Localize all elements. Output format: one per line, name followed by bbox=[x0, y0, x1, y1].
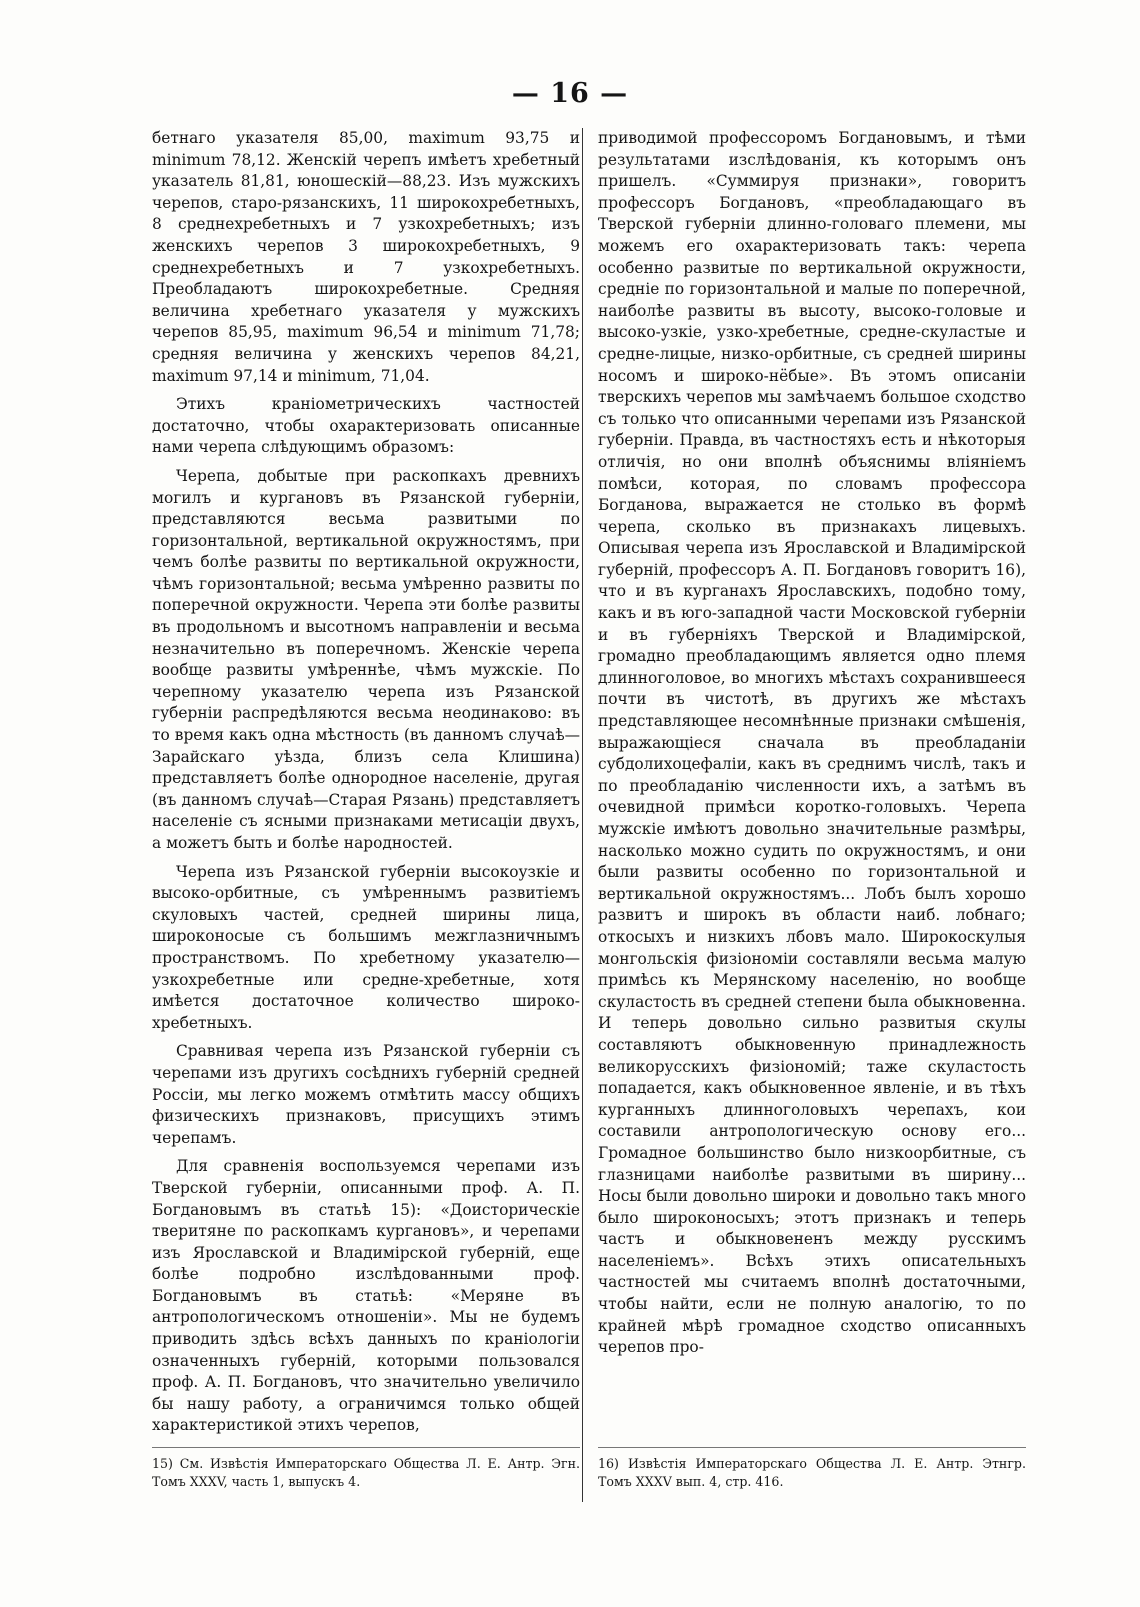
paragraph: Для сравненія воспользуемся черепами изъ Тверской губерніи, описанными проф. А. П. Богдановымъ въ статьѣ 15): «Доисторическіе тверитяне по раскопкамъ кургановъ», и черепами изъ Ярославской и Владимірской губерній, еще болѣе подробно изслѣдованными проф. Богдановымъ въ статьѣ: «Меряне въ антропологическомъ отношеніи». Мы не будемъ приводить здѣсь всѣхъ данныхъ по краніологіи означенныхъ губерній, которыми пользовался проф. А. П. Богдановъ, что значительно увеличило бы нашу работу, а ограничимся только общей характеристикой этихъ черепов, bbox=[152, 1157, 580, 1435]
paragraph: Сравнивая черепа изъ Рязанской губерніи съ черепами изъ другихъ сосѣднихъ губерній средней Россіи, мы легко можемъ отмѣтить массу общихъ физическихъ признаковъ, присущихъ этимъ черепамъ. bbox=[152, 1042, 580, 1147]
page-number: — 16 — bbox=[511, 78, 629, 109]
paragraph: Черепа, добытые при раскопкахъ древнихъ могилъ и кургановъ въ Рязанской губерніи, представляются весьма развитыми по горизонтальной, вертикальной окружностямъ, при чемъ болѣе развиты по вертикальной окружности, чѣмъ горизонтальной; весьма умѣренно развиты по поперечной окружности. Черепа эти болѣе развиты въ продольномъ и высотномъ направленіи и весьма незначительно въ поперечномъ. Женскіе черепа вообще развиты умѣреннѣе, чѣмъ мужскіе. По черепному указателю черепа изъ Рязанской губерніи распредѣляются весьма неодинаково: въ то время какъ одна мѣстность (въ данномъ случаѣ—Зарайскаго уѣзда, близъ села Клишина) представляетъ болѣе однородное населеніе, другая (въ данномъ случаѣ—Старая Рязань) представляетъ населеніе съ ясными признаками метисаціи двухъ, а можетъ быть и болѣе народностей. bbox=[152, 466, 580, 852]
paragraph: Черепа изъ Рязанской губерніи высокоузкіе и высоко-орбитные, съ умѣреннымъ развитіемъ скуловыхъ частей, средней ширины лица, широконосые съ большимъ межглазничнымъ пространствомъ. По хребетному указателю—узкохребетные или средне-хребетные, хотя имѣется достаточное количество широко-хребетныхъ. bbox=[152, 862, 580, 1032]
footnote-right: 16) Извѣстія Императорскаго Общества Л. Е. Антр. Этнгр. Томъ XXXV вып. 4, стр. 416. bbox=[598, 1456, 1026, 1489]
left-column bbox=[152, 128, 580, 1437]
paragraph: бетнаго указателя 85,00, maximum 93,75 и minimum 78,12. Женскій черепъ имѣетъ хребетный указатель 81,81, юношескій—88,23. Изъ мужскихъ черепов, старо-рязанскихъ, 11 широкохребетныхъ, 8 среднехребетныхъ и 7 узкохребетныхъ; изъ женскихъ черепов 3 широкохребетныхъ, 9 среднехребетныхъ и 7 узкохребетныхъ. Преобладаютъ широкохребетные. Средняя величина хребетнаго указателя у мужскихъ черепов 85,95, maximum 96,54 и minimum 71,78; средняя величина у женскихъ черепов 84,21, maximum 97,14 и minimum, 71,04. bbox=[152, 129, 580, 385]
paragraph: Этихъ краніометрическихъ частностей достаточно, чтобы охарактеризовать описанные нами черепа слѣдующимъ образомъ: bbox=[152, 395, 580, 457]
right-column bbox=[598, 128, 1026, 1359]
paragraph: приводимой профессоромъ Богдановымъ, и тѣми результатами изслѣдованія, къ которымъ онъ пришелъ. «Суммируя признаки», говоритъ профессоръ Богдановъ, «преобладающаго въ Тверской губерніи длинно-головаго племени, мы можемъ его охарактеризовать такъ: черепа особенно развитые по вертикальной окружности, средніе по горизонтальной и малые по поперечной, наиболѣе развиты въ высоту, высоко-головые и высоко-узкіе, узко-хребетные, средне-скуластые и средне-лицые, низко-орбитные, съ средней ширины носомъ и широко-нёбые». Въ этомъ описаніи тверскихъ черепов мы замѣчаемъ большое сходство съ только что описанными черепами изъ Рязанской губерніи. Правда, въ частностяхъ есть и нѣкоторыя отличія, но они вполнѣ объяснимы вліяніемъ помѣси, которая, по словамъ профессора Богданова, выражается не столько въ формѣ черепа, сколько въ признакахъ лицевыхъ. Описывая черепа изъ Ярославской и Владимірской губерній, профессоръ А. П. Богдановъ говоритъ 16), что и въ курганахъ Ярославскихъ, подобно тому, какъ и въ юго-западной части Московской губерніи и въ губерніяхъ Тверской и Владимірской, громадно преобладающимъ является одно племя длинноголовое, во многихъ мѣстахъ сохранившееся почти въ чистотѣ, въ другихъ же мѣстахъ представляющее несомнѣнные признаки смѣшенія, выражающіеся сначала въ преобладаніи субдолихоцефаліи, какъ въ среднимъ числѣ, такъ и по преобладанію численности ихъ, а затѣмъ въ очевидной примѣси коротко-головыхъ. Черепа мужскіе имѣютъ довольно значительные размѣры, насколько можно судить по окружностямъ, и они были развиты особенно по горизонтальной и вертикальной окружностямъ... Лобъ былъ хорошо развитъ и широкъ въ области наиб. лобнаго; откосыхъ и низкихъ лбовъ мало. Широкоскулыя монгольскія физіономіи составляли весьма малую примѣсь къ Мерянскому населенію, но вообще скуластость въ средней степени была обыкновенна. И теперь довольно сильно развитыя скулы составляютъ обыкновенную принадлежность великорусскихъ физіономій; таже скуластость попадается, какъ обыкновенное явленіе, и въ тѣхъ курганныхъ длинноголовыхъ черепахъ, кои составили антропологическую основу его... Громадное большинство было низкоорбитные, съ глазницами наиболѣе развитыми въ ширину... Носы были довольно широки и довольно такъ много было широконосыхъ; этотъ признакъ и теперь частъ и обыкновененъ между русскимъ населеніемъ». Всѣхъ этихъ описательныхъ частностей мы считаемъ вполнѣ достаточными, чтобы найти, если не полную аналогію, то по крайней мѣрѣ громадное сходство описанныхъ черепов про- bbox=[598, 129, 1026, 1357]
footnote-rule-right bbox=[598, 1447, 1026, 1448]
column-divider bbox=[582, 128, 583, 1502]
footnote-rule-left bbox=[152, 1447, 580, 1448]
footnote-left: 15) См. Извѣстія Императорскаго Общества Л. Е. Антр. Эгн. Томъ XXXV, часть 1, выпускъ 4. bbox=[152, 1456, 580, 1489]
